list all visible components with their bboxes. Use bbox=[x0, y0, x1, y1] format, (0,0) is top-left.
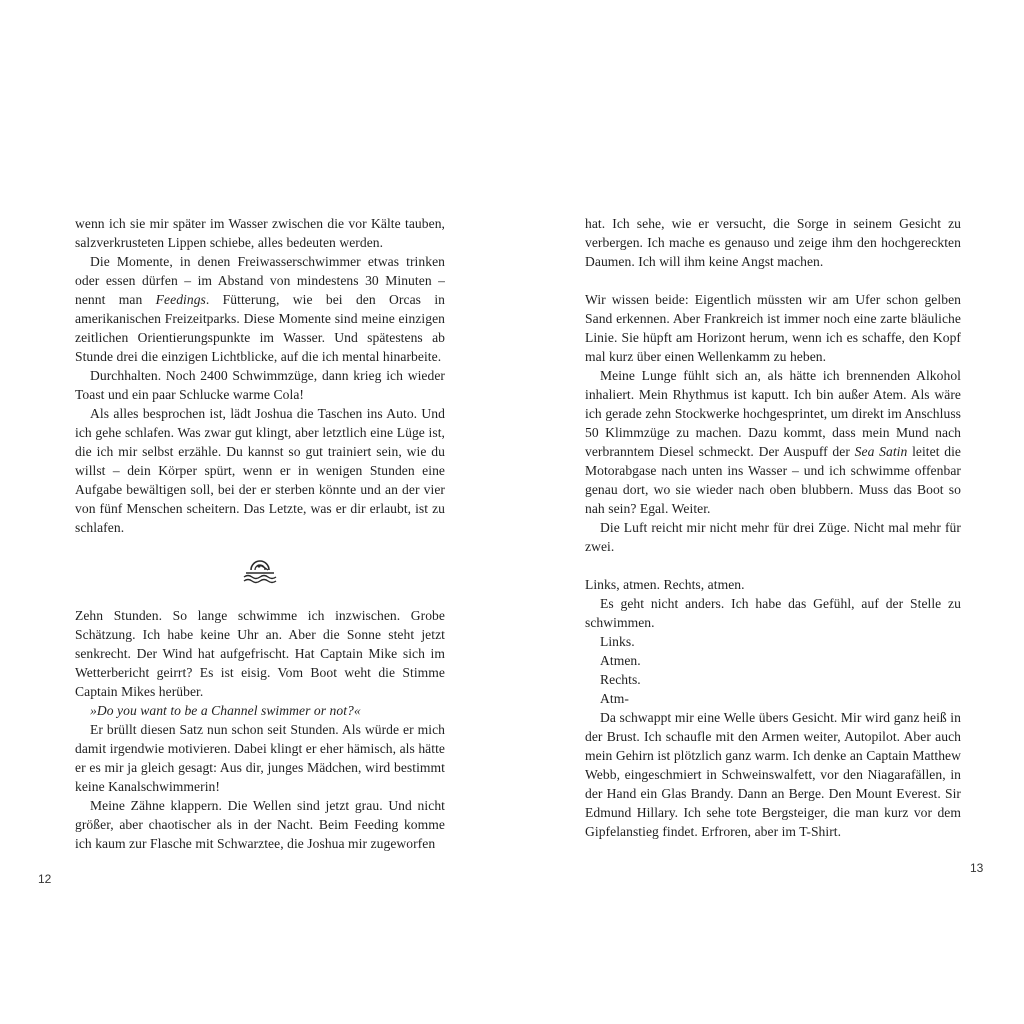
page-number: 12 bbox=[38, 872, 52, 886]
paragraph: Er brüllt diesen Satz nun schon seit Stunden. Als würde er mich damit irgendwie motivieren. Dabei klingt er eher hämisch, als hätte er es mir ja gleich gesagt: Aus dir, junges Mädchen, wird bestimmt keine Kanalschwimmerin! bbox=[75, 722, 445, 794]
paragraph: Als alles besprochen ist, lädt Joshua die Taschen ins Auto. Und ich gehe schlafen. Was zwar gut klingt, aber letztlich eine Lüge ist, die ich mir selbst erzähle. Du kannst so gut trainiert sein, wie du willst – dein Körper spürt, wenn er in wenigen Stunden eine Aufgabe bewältigen soll, bei der er sterben könnte und an der vier von fünf Menschen scheitern. Das Letzte, was er dir erlaubt, ist zu schlafen. bbox=[75, 406, 445, 535]
text-run: . Fütterung, wie bei den Orcas in amerikanischen Freizeitparks. Diese Momente sind meine einzigen zeitlichen Orientierungspunkte im Wasser. Und spätestens ab Stunde drei die einzigen Lichtblicke, auf die ich mental hinarbeite. bbox=[75, 292, 445, 364]
paragraph: Durchhalten. Noch 2400 Schwimmzüge, dann krieg ich wieder Toast und ein paar Schlucke warme Cola! bbox=[75, 368, 445, 402]
paragraph: Es geht nicht anders. Ich habe das Gefühl, auf der Stelle zu schwimmen. bbox=[585, 596, 961, 630]
left-page-text bbox=[75, 214, 445, 853]
right-page-text bbox=[585, 214, 961, 841]
paragraph bbox=[585, 366, 961, 518]
quote-italic: »Do you want to be a Channel swimmer or not?« bbox=[90, 703, 361, 718]
text-run: leitet die Motorabgase nach unten ins Wasser – und ich schwimme offenbar genau dort, wo sie wieder nach oben blubbern. Muss das Boot so nah sein? Egal. Weiter. bbox=[585, 444, 962, 516]
paragraph: Da schwappt mir eine Welle übers Gesicht. Mir wird ganz heiß in der Brust. Ich schaufle mit den Armen weiter, Autopilot. Aber auch mein Gehirn ist plötzlich ganz warm. Ich denke an Captain Matthew Webb, eingeschmiert in Schweinswalfett, vor den Niagarafällen, in der Hand ein Glas Brandy. Dann an Berge. Den Mount Everest. Sir Edmund Hillary. Ich sehe tote Bergsteiger, die man kurz vor dem Gipfelanstieg findet. Erfroren, aber im T-Shirt. bbox=[585, 710, 961, 839]
paragraph: Die Luft reicht mir nicht mehr für drei Züge. Nicht mal mehr für zwei. bbox=[585, 520, 961, 554]
italic-boat-name: Sea Satin bbox=[854, 444, 908, 459]
paragraph: Atm- bbox=[600, 691, 629, 706]
paragraph: wenn ich sie mir später im Wasser zwischen die vor Kälte tauben, salzverkrusteten Lippen schiebe, alles bedeuten werden. bbox=[75, 216, 445, 250]
paragraph: Links, atmen. Rechts, atmen. bbox=[585, 577, 745, 592]
paragraph: Links. bbox=[600, 634, 635, 649]
paragraph: Rechts. bbox=[600, 672, 641, 687]
paragraph: Zehn Stunden. So lange schwimme ich inzwischen. Grobe Schätzung. Ich habe keine Uhr an. Aber die Sonne steht jetzt senkrecht. Der Wind hat aufgefrischt. Hat Captain Mike sich im Wetterbericht geirrt? Es ist eisig. Vom Boot weht die Stimme Captain Mikes herüber. bbox=[75, 608, 445, 699]
right-page bbox=[512, 0, 1024, 1024]
paragraph bbox=[75, 252, 445, 366]
paragraph: hat. Ich sehe, wie er versucht, die Sorge in seinem Gesicht zu verbergen. Ich mache es genauso und zeige ihm den hochgereckten Daumen. Ich will ihm keine Angst machen. bbox=[585, 216, 961, 269]
text-run: Die Momente, in denen Freiwasserschwimmer etwas trinken oder essen dürfen – im Abstand von mindestens 30 Minuten – nennt man bbox=[75, 254, 445, 307]
page-number: 13 bbox=[970, 861, 984, 875]
paragraph bbox=[75, 701, 445, 720]
swimmer-waves-icon bbox=[75, 546, 445, 596]
paragraph: Meine Zähne klappern. Die Wellen sind jetzt grau. Und nicht größer, aber chaotischer als in der Nacht. Beim Feeding komme ich kaum zur Flasche mit Schwarztee, die Joshua mir zugeworfen bbox=[75, 798, 445, 851]
paragraph: Wir wissen beide: Eigentlich müssten wir am Ufer schon gelben Sand erkennen. Aber Frankreich ist immer noch eine zarte bläuliche Linie. Sie hüpft am Horizont herum, wenn ich es schaffe, den Kopf mal kurz über einen Wellenkamm zu heben. bbox=[585, 292, 961, 364]
text-run: Meine Lunge fühlt sich an, als hätte ich brennenden Alkohol inhaliert. Mein Rhythmus ist kaputt. Ich bin außer Atem. Als wäre ich gerade zehn Stockwerke hochgesprintet, um direkt im Anschluss 50 Klimmzüge zu machen. Dazu kommt, dass mein Mund nach verbranntem Diesel schmeckt. Der Auspuff der bbox=[585, 368, 961, 459]
italic-term: Feedings bbox=[155, 292, 206, 307]
paragraph: Atmen. bbox=[600, 653, 641, 668]
